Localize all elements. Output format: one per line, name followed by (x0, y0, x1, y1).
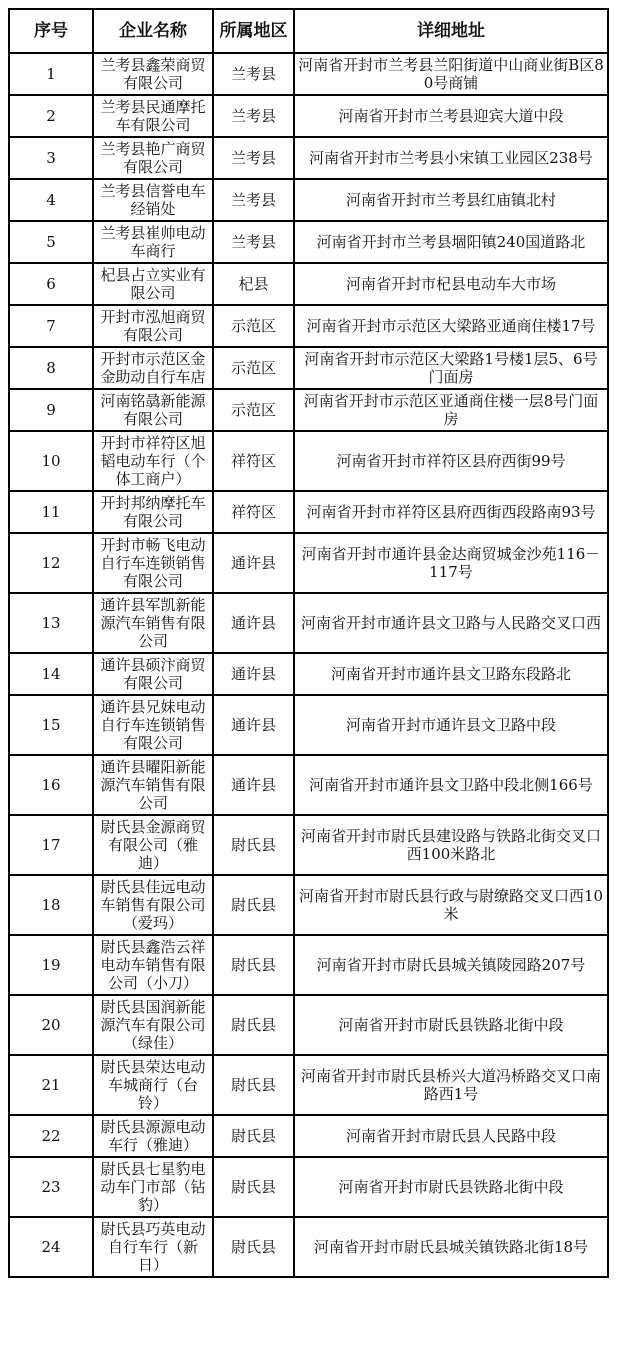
cell-name: 尉氏县鑫浩云祥电动车销售有限公司（小刀） (93, 935, 213, 995)
cell-no: 8 (9, 347, 93, 389)
cell-region: 尉氏县 (213, 935, 294, 995)
cell-no: 23 (9, 1157, 93, 1217)
cell-name: 通许县军凯新能源汽车销售有限公司 (93, 593, 213, 653)
cell-name: 河南铭骉新能源有限公司 (93, 389, 213, 431)
header-cell-name: 企业名称 (93, 9, 213, 53)
table-row (9, 875, 608, 935)
cell-region: 尉氏县 (213, 1157, 294, 1217)
header-cell-no: 序号 (9, 9, 93, 53)
cell-address: 河南省开封市通许县文卫路中段 (294, 695, 608, 755)
table-row (9, 935, 608, 995)
table-row (9, 1217, 608, 1277)
cell-no: 14 (9, 653, 93, 695)
header-row (9, 9, 608, 53)
cell-name: 开封市畅飞电动自行车连锁销售有限公司 (93, 533, 213, 593)
cell-region: 示范区 (213, 389, 294, 431)
cell-name: 兰考县鑫荣商贸有限公司 (93, 53, 213, 95)
cell-no: 19 (9, 935, 93, 995)
cell-no: 7 (9, 305, 93, 347)
cell-address: 河南省开封市尉氏县行政与尉缭路交叉口西10米 (294, 875, 608, 935)
cell-no: 3 (9, 137, 93, 179)
cell-region: 尉氏县 (213, 995, 294, 1055)
table-row (9, 263, 608, 305)
table-row (9, 653, 608, 695)
cell-no: 12 (9, 533, 93, 593)
cell-no: 16 (9, 755, 93, 815)
cell-region: 尉氏县 (213, 815, 294, 875)
table-row (9, 593, 608, 653)
cell-region: 通许县 (213, 755, 294, 815)
cell-address: 河南省开封市示范区大梁路1号楼1层5、6号门面房 (294, 347, 608, 389)
cell-name: 通许县硕汴商贸有限公司 (93, 653, 213, 695)
cell-region: 通许县 (213, 653, 294, 695)
table-row (9, 695, 608, 755)
cell-no: 18 (9, 875, 93, 935)
table-row (9, 389, 608, 431)
cell-name: 杞县占立实业有限公司 (93, 263, 213, 305)
cell-no: 5 (9, 221, 93, 263)
cell-name: 尉氏县国润新能源汽车有限公司（绿佳） (93, 995, 213, 1055)
cell-region: 杞县 (213, 263, 294, 305)
table-row (9, 95, 608, 137)
cell-address: 河南省开封市兰考县堌阳镇240国道路北 (294, 221, 608, 263)
cell-name: 尉氏县佳远电动车销售有限公司（爱玛） (93, 875, 213, 935)
header-cell-address: 详细地址 (294, 9, 608, 53)
cell-region: 祥符区 (213, 431, 294, 491)
cell-address: 河南省开封市兰考县兰阳街道中山商业街B区80号商铺 (294, 53, 608, 95)
cell-no: 4 (9, 179, 93, 221)
cell-region: 兰考县 (213, 95, 294, 137)
cell-no: 9 (9, 389, 93, 431)
cell-no: 10 (9, 431, 93, 491)
company-table (8, 8, 609, 1278)
table-row (9, 815, 608, 875)
cell-region: 兰考县 (213, 53, 294, 95)
cell-name: 兰考县艳广商贸有限公司 (93, 137, 213, 179)
cell-address: 河南省开封市尉氏县铁路北街中段 (294, 1157, 608, 1217)
cell-region: 祥符区 (213, 491, 294, 533)
cell-name: 兰考县崔帅电动车商行 (93, 221, 213, 263)
cell-no: 1 (9, 53, 93, 95)
cell-no: 11 (9, 491, 93, 533)
cell-name: 开封市祥符区旭韬电动车行（个体工商户） (93, 431, 213, 491)
cell-address: 河南省开封市通许县文卫路东段路北 (294, 653, 608, 695)
cell-region: 兰考县 (213, 137, 294, 179)
table-body (9, 53, 608, 1277)
cell-name: 尉氏县巧英电动自行车行（新日） (93, 1217, 213, 1277)
cell-address: 河南省开封市通许县文卫路与人民路交叉口西 (294, 593, 608, 653)
cell-no: 17 (9, 815, 93, 875)
table-row (9, 995, 608, 1055)
cell-address: 河南省开封市尉氏县城关镇陵园路207号 (294, 935, 608, 995)
cell-address: 河南省开封市尉氏县建设路与铁路北街交叉口西100米路北 (294, 815, 608, 875)
cell-region: 兰考县 (213, 179, 294, 221)
cell-name: 通许县曜阳新能源汽车销售有限公司 (93, 755, 213, 815)
cell-no: 15 (9, 695, 93, 755)
cell-no: 20 (9, 995, 93, 1055)
table-row (9, 347, 608, 389)
table-row (9, 431, 608, 491)
table-row (9, 1055, 608, 1115)
table-row (9, 533, 608, 593)
cell-region: 尉氏县 (213, 1055, 294, 1115)
table-row (9, 53, 608, 95)
cell-name: 兰考县信誉电车经销处 (93, 179, 213, 221)
cell-name: 尉氏县金源商贸有限公司（雅迪） (93, 815, 213, 875)
cell-address: 河南省开封市尉氏县铁路北街中段 (294, 995, 608, 1055)
cell-address: 河南省开封市尉氏县城关镇铁路北街18号 (294, 1217, 608, 1277)
cell-region: 通许县 (213, 695, 294, 755)
table-row (9, 1115, 608, 1157)
table-header (9, 9, 608, 53)
cell-no: 21 (9, 1055, 93, 1115)
cell-name: 通许县兄妹电动自行车连锁销售有限公司 (93, 695, 213, 755)
table-row (9, 1157, 608, 1217)
cell-region: 尉氏县 (213, 875, 294, 935)
cell-address: 河南省开封市通许县文卫路中段北侧166号 (294, 755, 608, 815)
table-row (9, 137, 608, 179)
cell-address: 河南省开封市杞县电动车大市场 (294, 263, 608, 305)
cell-no: 22 (9, 1115, 93, 1157)
cell-name: 尉氏县七星豹电动车门市部（钻豹） (93, 1157, 213, 1217)
cell-address: 河南省开封市兰考县红庙镇北村 (294, 179, 608, 221)
cell-name: 兰考县民通摩托车有限公司 (93, 95, 213, 137)
table-row (9, 755, 608, 815)
cell-region: 尉氏县 (213, 1217, 294, 1277)
header-cell-region: 所属地区 (213, 9, 294, 53)
cell-address: 河南省开封市通许县金达商贸城金沙苑116－117号 (294, 533, 608, 593)
cell-address: 河南省开封市祥符区县府西街99号 (294, 431, 608, 491)
table-row (9, 179, 608, 221)
cell-region: 通许县 (213, 593, 294, 653)
cell-name: 开封邦纳摩托车有限公司 (93, 491, 213, 533)
table-row (9, 221, 608, 263)
cell-no: 6 (9, 263, 93, 305)
cell-address: 河南省开封市兰考县小宋镇工业园区238号 (294, 137, 608, 179)
cell-name: 开封市示范区金金助动自行车店 (93, 347, 213, 389)
cell-no: 2 (9, 95, 93, 137)
cell-address: 河南省开封市祥符区县府西街西段路南93号 (294, 491, 608, 533)
cell-name: 开封市泓旭商贸有限公司 (93, 305, 213, 347)
table-row (9, 305, 608, 347)
cell-address: 河南省开封市尉氏县人民路中段 (294, 1115, 608, 1157)
cell-region: 示范区 (213, 305, 294, 347)
cell-region: 兰考县 (213, 221, 294, 263)
cell-region: 示范区 (213, 347, 294, 389)
cell-address: 河南省开封市尉氏县桥兴大道冯桥路交叉口南路西1号 (294, 1055, 608, 1115)
cell-no: 24 (9, 1217, 93, 1277)
cell-name: 尉氏县源源电动车行（雅迪） (93, 1115, 213, 1157)
cell-address: 河南省开封市示范区亚通商住楼一层8号门面房 (294, 389, 608, 431)
cell-no: 13 (9, 593, 93, 653)
table-row (9, 491, 608, 533)
cell-address: 河南省开封市兰考县迎宾大道中段 (294, 95, 608, 137)
cell-address: 河南省开封市示范区大梁路亚通商住楼17号 (294, 305, 608, 347)
cell-name: 尉氏县荣达电动车城商行（台铃） (93, 1055, 213, 1115)
cell-region: 通许县 (213, 533, 294, 593)
cell-region: 尉氏县 (213, 1115, 294, 1157)
